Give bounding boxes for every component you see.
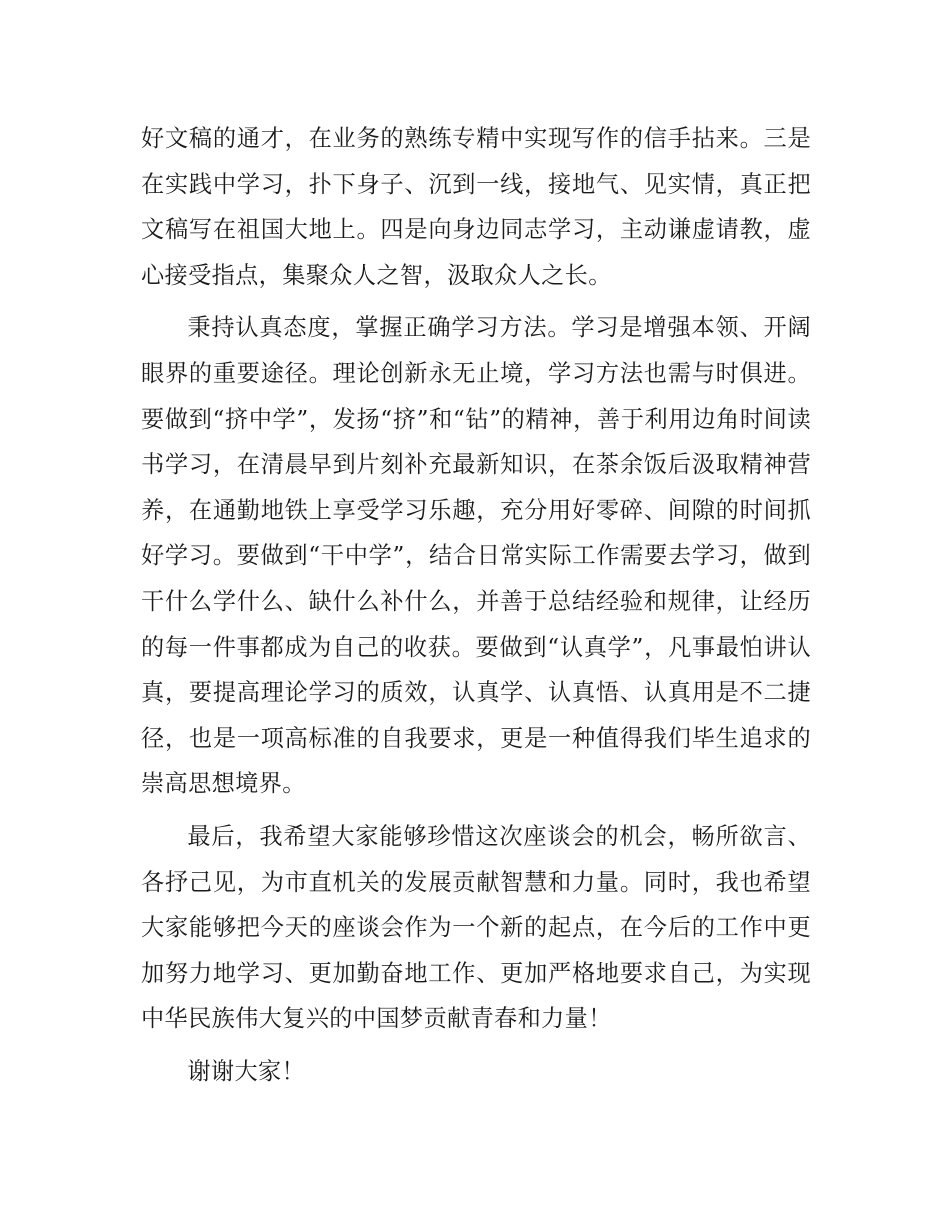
document-body (141, 116, 811, 1094)
paragraph-thanks: 谢谢大家！ (187, 1057, 306, 1085)
paragraph-study-method: 秉持认真态度，掌握正确学习方法。学习是增强本领、开阔眼界的重要途径。理论创新永无止境，学习方法也需与时俱进。要做到“挤中学”，发扬“挤”和“钻”的精神，善于利用边角时间读书学习，在清晨早到片刻补充最新知识，在茶余饭后汲取精神营养，在通勤地铁上享受学习乐趣，充分用好零碎、间隙的时间抓好学习。要做到“干中学”，结合日常实际工作需要去学习，做到干什么学什么、缺什么补什么，并善于总结经验和规律，让经历的每一件事都成为自己的收获。要做到“认真学”，凡事最怕讲认真，要提高理论学习的质效，认真学、认真悟、认真用是不二捷径，也是一项高标准的自我要求，更是一种值得我们毕生追求的崇高思想境界。 (141, 314, 811, 798)
paragraph-closing-hope: 最后，我希望大家能够珍惜这次座谈会的机会，畅所欲言、各抒己见，为市直机关的发展贡献智慧和力量。同时，我也希望大家能够把今天的座谈会作为一个新的起点，在今后的工作中更加努力地学习、更加勤奋地工作、更加严格地要求自己，为实现中华民族伟大复兴的中国梦贡献青春和力量！ (141, 822, 811, 1033)
paragraph-continued: 好文稿的通才，在业务的熟练专精中实现写作的信手拈来。三是在实践中学习，扑下身子、沉到一线，接地气、见实情，真正把文稿写在祖国大地上。四是向身边同志学习，主动谦虚请教，虚心接受指点，集聚众人之智，汲取众人之长。 (141, 125, 811, 289)
